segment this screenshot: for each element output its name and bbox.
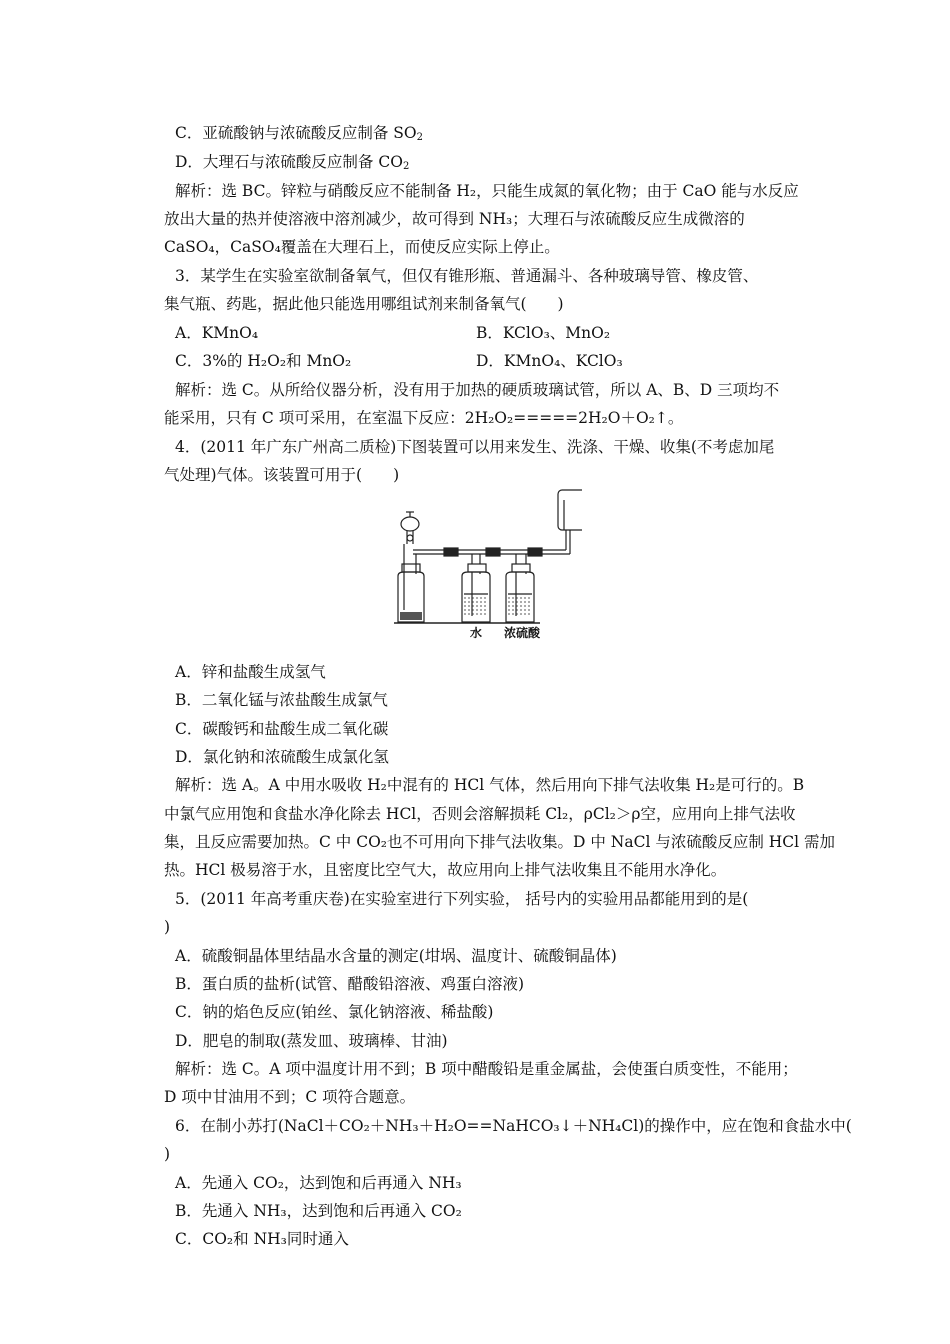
q4-option-c: C．碳酸钙和盐酸生成二氧化碳 [175, 720, 389, 738]
q3-stem-line-2: 集气瓶、药匙，据此他只能选用哪组试剂来制备氧气( ) [164, 295, 564, 313]
q6-option-b: B．先通入 NH₃，达到饱和后再通入 CO₂ [175, 1202, 462, 1220]
q2-option-d-text: D．大理石与浓硫酸反应制备 CO [175, 153, 403, 171]
q3-option-b: B．KClO₃、MnO₂ [476, 324, 611, 342]
q3-option-a: A．KMnO₄ [175, 324, 259, 342]
q3-stem-line-1: 3．某学生在实验室欲制备氧气，但仅有锥形瓶、普通漏斗、各种玻璃导管、橡皮管、 [175, 267, 759, 285]
q4-stem-line-2: 气处理)气体。该装置可用于( ) [164, 466, 400, 484]
q6-option-a: A．先通入 CO₂，达到饱和后再通入 NH₃ [175, 1174, 462, 1192]
collection-bottle-icon [558, 490, 582, 530]
q5-option-d: D．肥皂的制取(蒸发皿、玻璃棒、甘油) [175, 1032, 448, 1050]
q5-option-c: C．钠的焰色反应(铂丝、氯化钠溶液、稀盐酸) [175, 1003, 494, 1021]
figure-label-water: 水 [470, 626, 483, 640]
q2-option-d [175, 152, 409, 172]
acid-bottle-icon [506, 572, 534, 622]
q4-option-b: B．二氧化锰与浓盐酸生成氯气 [175, 691, 388, 709]
q6-stem-line-1: 6．在制小苏打(NaCl＋CO₂＋NH₃＋H₂O==NaHCO₃↓＋NH₄Cl)的操作中，应在饱和食盐水中( [175, 1117, 852, 1135]
q6-stem-line-2: ) [164, 1145, 171, 1163]
q2-option-d-sub: 2 [402, 161, 410, 172]
q5-option-a: A．硫酸铜晶体里结晶水含量的测定(坩埚、温度计、硫酸铜晶体) [175, 947, 617, 965]
funnel-icon [401, 517, 419, 531]
q5-option-b: B．蛋白质的盐析(试管、醋酸铅溶液、鸡蛋白溶液) [175, 975, 524, 993]
q4-option-a: A．锌和盐酸生成氢气 [175, 663, 326, 681]
q2-option-c-sub: 2 [416, 132, 423, 143]
q2-option-c-text: C．亚硫酸钠与浓硫酸反应制备 SO [175, 124, 417, 142]
q4-analysis-line-3: 集，且反应需要加热。C 中 CO₂也不可用向下排气法收集。D 中 NaCl 与浓硫酸反应制 HCl 需加 [164, 833, 836, 851]
q5-analysis-line-2: D 项中甘油用不到；C 项符合题意。 [164, 1088, 416, 1106]
q5-stem-line-1: 5．(2011 年高考重庆卷)在实验室进行下列实验， 括号内的实验用品都能用到的是( [175, 890, 749, 908]
q4-stem-line-1: 4．(2011 年广东广州高二质检)下图装置可以用来发生、洗涤、干燥、收集(不考虑加尾 [175, 438, 775, 456]
figure-label-acid: 浓硫酸 [504, 626, 541, 640]
q3-analysis-line-2: 能采用，只有 C 项可采用，在室温下反应：2H₂O₂=====2H₂O＋O₂↑。 [164, 409, 684, 427]
q5-analysis-line-1: 解析：选 C。A 项中温度计用不到；B 项中醋酸铅是重金属盐，会使蛋白质变性，不能用； [175, 1060, 798, 1078]
q4-option-d: D．氯化钠和浓硫酸生成氯化氢 [175, 748, 389, 766]
q5-stem-line-2: ) [164, 918, 171, 936]
q3-analysis-line-1: 解析：选 C。从所给仪器分析，没有用于加热的硬质玻璃试管，所以 A、B、D 三项均不 [175, 381, 780, 399]
q3-option-c: C．3%的 H₂O₂和 MnO₂ [175, 352, 352, 370]
q2-analysis-line-2: 放出大量的热并使溶液中溶剂减少，故可得到 NH₃；大理石与浓硫酸反应生成微溶的 [164, 210, 745, 228]
q6-option-c: C．CO₂和 NH₃同时通入 [175, 1230, 349, 1248]
q2-option-c [175, 123, 423, 143]
q2-analysis-line-1: 解析：选 BC。锌粒与硝酸反应不能制备 H₂，只能生成氮的氧化物；由于 CaO 能与水反应 [175, 182, 799, 200]
apparatus-drawing [380, 484, 582, 644]
gas-apparatus-figure [380, 484, 582, 644]
q4-analysis-line-1: 解析：选 A。A 中用水吸收 H₂中混有的 HCl 气体，然后用向下排气法收集 H₂是可行的。B [175, 776, 805, 794]
q3-option-d: D．KMnO₄、KClO₃ [476, 352, 623, 370]
q4-analysis-line-2: 中氯气应用饱和食盐水净化除去 HCl，否则会溶解损耗 Cl₂，ρCl₂＞ρ空，应用向上排气法收 [164, 805, 796, 823]
q4-analysis-line-4: 热。HCl 极易溶于水，且密度比空气大，故应用向上排气法收集且不能用水净化。 [164, 861, 727, 879]
q2-analysis-line-3: CaSO₄，CaSO₄覆盖在大理石上，而使反应实际上停止。 [164, 238, 560, 256]
water-bottle-icon [462, 572, 490, 622]
